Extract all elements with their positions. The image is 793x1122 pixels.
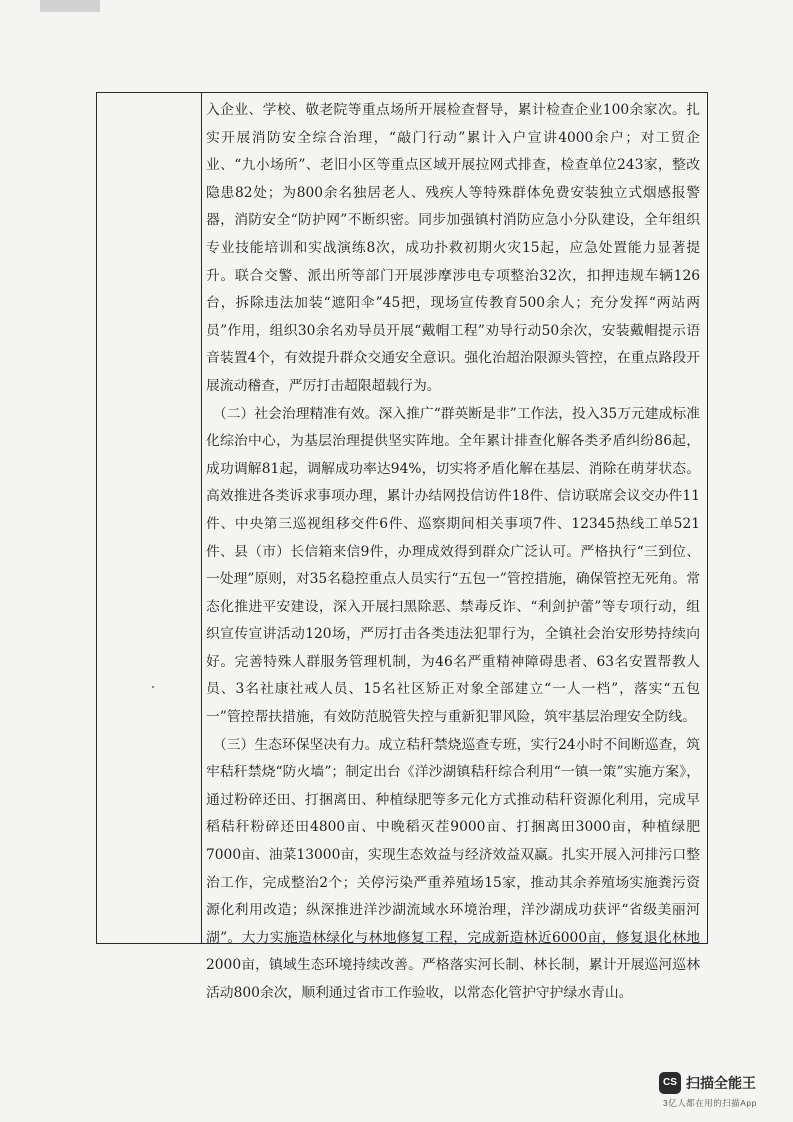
- scan-edge-mark: [40, 0, 100, 12]
- watermark-title: 扫描全能王: [686, 1075, 756, 1091]
- camscanner-watermark: [659, 1072, 779, 1112]
- table-column-divider: [201, 92, 202, 944]
- camscanner-logo-icon: CS: [659, 1072, 681, 1094]
- paragraph-ecology: （三）生态环保坚决有力。成立秸秆禁烧巡查专班，实行24小时不间断巡查，筑牢秸秆禁烧“防火墙”；制定出台《洋沙湖镇秸秆综合利用“一镇一策”实施方案》，通过粉碎还田、打捆离田、种植绿肥等多元化方式推动秸秆资源化利用，完成早稻秸秆粉碎还田4800亩、中晚稻灭茬9000亩、打捆离田3000亩，种植绿肥7000亩、油菜13000亩，实现生态效益与经济效益双赢。扎实开展入河排污口整治工作，完成整治2个；关停污染严重养殖场15家，推动其余养殖场实施粪污资源化利用改造；纵深推进洋沙湖流域水环境治理，洋沙湖成功获评“省级美丽河湖”。大力实施造林绿化与林地修复工程，完成新造林近6000亩，修复退化林地2000亩，镇域生态环境持续改善。严格落实河长制、林长制，累计开展巡河巡林活动800余次，顺利通过省市工作验收，以常态化管护守护绿水青山。: [206, 736, 700, 1001]
- paragraph-social-governance: （二）社会治理精准有效。深入推广“群英断是非”工作法，投入35万元建成标准化综治中心，为基层治理提供坚实阵地。全年累计排查化解各类矛盾纠纷86起，成功调解81起，调解成功率达94%，切实将矛盾化解在基层、消除在萌芽状态。高效推进各类诉求事项办理，累计办结网投信访件18件、信访联席会议交办件11件、中央第三巡视组移交件6件、巡察期间相关事项7件、12345热线工单521件、县（市）长信箱来信9件，办理成效得到群众广泛认可。严格执行“三到位、一处理”原则，对35名稳控重点人员实行“五包一”管控措施，确保管控无死角。常态化推进平安建设，深入开展扫黑除恶、禁毒反诈、“利剑护蕾”等专项行动，组织宣传宣讲活动120场，严厉打击各类违法犯罪行为，全镇社会治安形势持续向好。完善特殊人群服务管理机制，为46名严重精神障碍患者、63名安置帮教人员、3名社康社戒人员、15名社区矫正对象全部建立“一人一档”，落实“五包一”管控帮扶措施，有效防范脱管失控与重新犯罪风险，筑牢基层治理安全防线。: [206, 405, 701, 726]
- paragraph-safety: 入企业、学校、敬老院等重点场所开展检查督导，累计检查企业100余家次。扎实开展消防安全综合治理，“敲门行动”累计入户宣讲4000余户；对工贸企业、“九小场所”、老旧小区等重点区域开展拉网式排查，检查单位243家，整改隐患82处；为800余名独居老人、残疾人等特殊群体免费安装独立式烟感报警器，消防安全“防护网”不断织密。同步加强镇村消防应急小分队建设，全年组织专业技能培训和实战演练8次，成功扑救初期火灾15起，应急处置能力显著提升。联合交警、派出所等部门开展涉摩涉电专项整治32次，扣押违规车辆126台，拆除违法加装“遮阳伞”45把，现场宣传教育500余人；充分发挥“两站两员”作用，组织30余名劝导员开展“戴帽工程”劝导行动50余次，安装戴帽提示语音装置4个，有效提升群众交通安全意识。强化治超治限源头管控，在重点路段开展流动稽查，严厉打击超限超载行为。: [206, 102, 700, 394]
- watermark-subtitle: 3亿人都在用的扫描App: [663, 1098, 757, 1108]
- table-content-cell: [206, 97, 700, 1008]
- scan-speck: [152, 686, 154, 688]
